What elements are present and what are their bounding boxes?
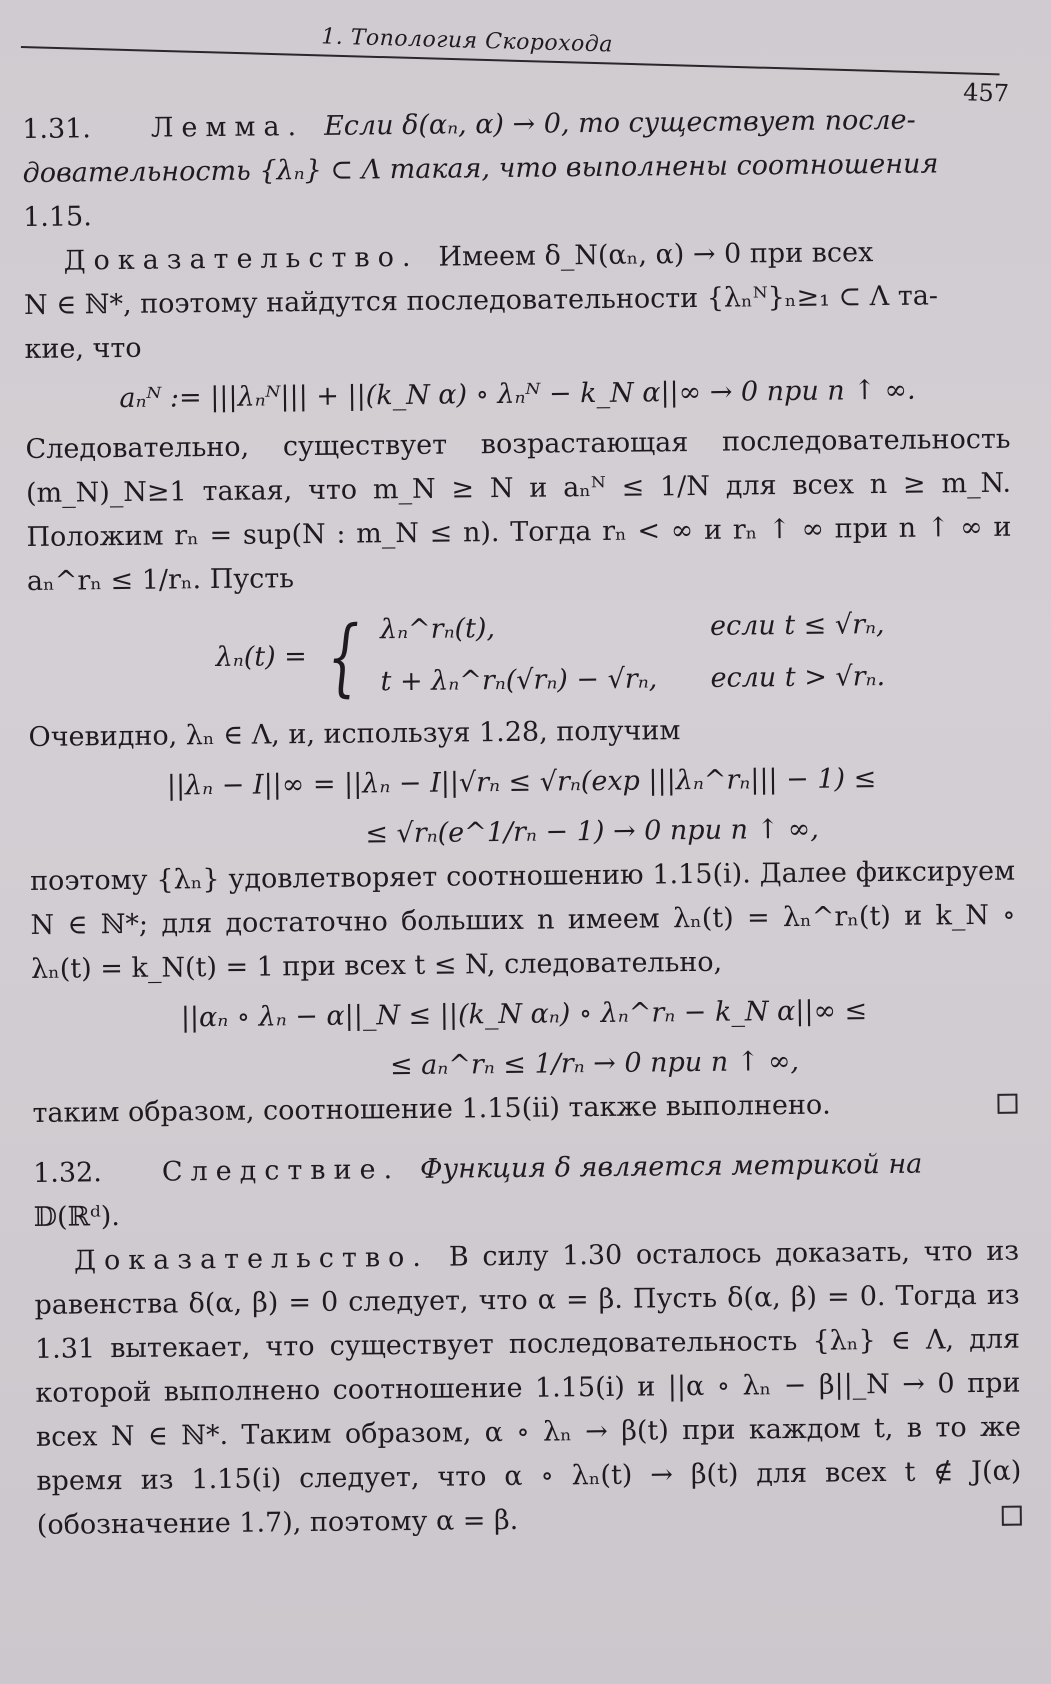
proof-2-text: В силу 1.30 осталось доказать, что из равенства δ(α, β) = 0 следует, что α = β. Пусть δ(α, β) = 0. Тогда из 1.31 вытекает, что существует последовательность {λₙ} ∈ Λ, для которой выполнено соотношение 1.15(i) и ||α ∘ λₙ − β||_N → 0 при всех N ∈ ℕ*. Таким образом, α ∘ λₙ → β(t) при каждом t, в то же время из 1.15(i) следует, что α ∘ λₙ(t) → β(t) для всех t ∉ J(α) (обозначение 1.7), поэтому α = β. <box>34 1235 1022 1541</box>
case-1-expression: λₙ^rₙ(t), <box>379 613 496 646</box>
page-number: 457 <box>962 78 1010 108</box>
case-2-condition: если t > √rₙ. <box>710 660 886 694</box>
proof-paragraph-2: Очевидно, λₙ ∈ Λ, и, используя 1.28, получим <box>28 715 681 753</box>
case-1-condition: если t ≤ √rₙ, <box>709 608 885 642</box>
case-2-expression: t + λₙ^rₙ(√rₙ) − √rₙ, <box>380 663 658 698</box>
proof-label: Доказательство. <box>63 241 419 277</box>
proof-2-label: Доказательство. <box>73 1241 430 1277</box>
lemma-statement-line-3: 1.15. <box>22 201 93 233</box>
corollary-number: 1.32. <box>32 1157 103 1189</box>
lemma-label: Лемма. <box>150 111 305 144</box>
proof-corollary-block <box>34 1230 1022 1548</box>
qed-square-icon-2 <box>1002 1506 1022 1526</box>
proof-paragraph-1: Следовательно, существует возрастающая последовательность (m_N)_N≥1 такая, что m_N ≥ N и aₙᴺ ≤ 1/N для всех n ≥ m_N. Положим rₙ = sup(N : m_N ≤ n). Тогда rₙ < ∞ и rₙ ↑ ∞ при n ↑ ∞ и aₙ^rₙ ≤ 1/rₙ. Пусть <box>25 423 1012 597</box>
qed-square-icon <box>997 1094 1017 1114</box>
formula-norm-line-2: ≤ √rₙ(e^1/rₙ − 1) → 0 при n ↑ ∞, <box>365 813 819 850</box>
formula-a-n-N: aₙᴺ := |||λₙᴺ||| + ||(k_N α) ∘ λₙᴺ − k_N α||∞ → 0 при n ↑ ∞. <box>119 374 916 414</box>
corollary-label: Следствие. <box>161 1154 401 1188</box>
running-head: 1. Топология Скорохода <box>320 24 614 58</box>
corollary-statement-line-2: 𝔻(ℝᵈ). <box>33 1201 121 1233</box>
left-brace: { <box>327 607 361 706</box>
lemma-block <box>22 98 1008 240</box>
formula-alpha-line-1: ||αₙ ∘ λₙ − α||_N ≤ ||(k_N αₙ) ∘ λₙ^rₙ − k_N α||∞ ≤ <box>180 995 868 1034</box>
proof-line-2: N ∈ ℕ*, поэтому найдутся последовательности {λₙᴺ}ₙ≥₁ ⊂ Λ та- <box>23 280 939 321</box>
formula-lambda-cases <box>87 602 1013 708</box>
proof-paragraph-4: таким образом, соотношение 1.15(ii) также выполнено. <box>32 1089 831 1129</box>
lemma-statement-line-2: довательность {λₙ} ⊂ Λ такая, что выполнены соотношения <box>22 148 939 189</box>
formula-norm-line-1: ||λₙ − I||∞ = ||λₙ − I||√rₙ ≤ √rₙ(exp |||λₙ^rₙ||| − 1) ≤ <box>166 763 877 802</box>
formula-alpha-line-2: ≤ aₙ^rₙ ≤ 1/rₙ → 0 при n ↑ ∞, <box>389 1045 800 1082</box>
page-content <box>22 98 1022 1548</box>
proof-lemma-block <box>23 230 1017 1136</box>
cases-rows <box>380 603 886 704</box>
lemma-statement-line-1: Если δ(αₙ, α) → 0, то существует после- <box>323 104 916 142</box>
proof-line-3: кие, что <box>24 332 142 365</box>
corollary-statement-line-1: Функция δ является метрикой на <box>419 1148 923 1185</box>
corollary-block <box>33 1142 1019 1240</box>
cases-lhs: λₙ(t) = <box>215 641 308 674</box>
lemma-number: 1.31. <box>22 113 92 145</box>
proof-paragraph-3: поэтому {λₙ} удовлетворяет соотношению 1.15(i). Далее фиксируем N ∈ ℕ*; для достаточно больших n имеем λₙ(t) = λₙ^rₙ(t) и k_N ∘ λₙ(t) = k_N(t) = 1 при всех t ≤ N, следовательно, <box>29 855 1016 985</box>
proof-line-1: Имеем δ_N(αₙ, α) → 0 при всех <box>438 237 874 273</box>
